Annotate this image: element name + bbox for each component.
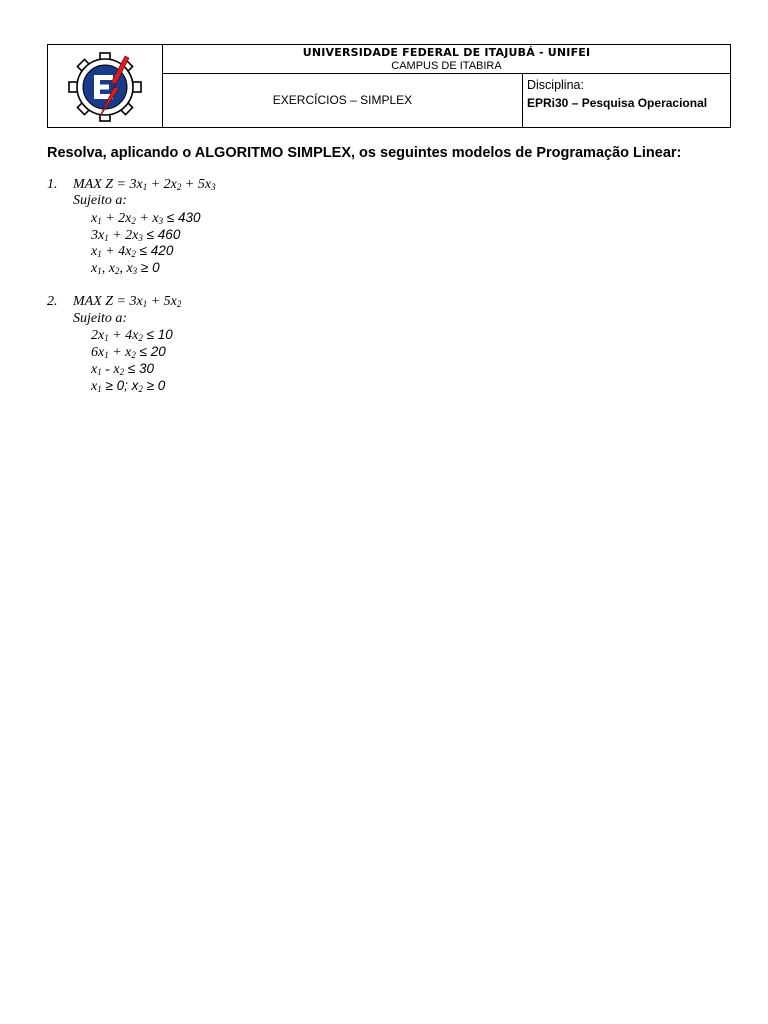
campus-name: CAMPUS DE ITABIRA <box>391 60 502 72</box>
discipline-name: EPRi30 – Pesquisa Operacional <box>527 96 708 110</box>
subject-to-label: Sujeito a: <box>73 193 128 208</box>
objective-function: MAX $Z = 3x_1 + 5x_2$ <box>73 294 182 309</box>
university-row <box>163 45 730 74</box>
constraint-2: $3x_1 + 2x_3 \le 460$ <box>91 227 181 243</box>
document-header <box>47 44 731 128</box>
problem-number: 1. <box>47 177 58 192</box>
constraint-3: $x_1 + 4x_2 \le 420$ <box>91 243 174 259</box>
constraint-2: $6x_1 + x_2 \le 20$ <box>91 344 166 360</box>
nonnegativity-constraint: $x_1 \ge 0$; $x_2 \ge 0$ <box>91 378 166 394</box>
document-title: EXERCÍCIOS – SIMPLEX <box>272 93 413 107</box>
discipline-label: Disciplina: <box>527 78 584 92</box>
constraint-3: $x_1 - x_2 \le 30$ <box>91 361 155 377</box>
discipline-cell <box>523 74 730 127</box>
nonnegativity-constraint: $x_1$, $x_2$, $x_3 \ge 0$ <box>91 260 160 276</box>
university-name: UNIVERSIDADE FEDERAL DE ITAJUBÁ - UNIFEI <box>302 46 591 59</box>
constraint-1: $x_1 + 2x_2 + x_3 \le 430$ <box>91 210 201 226</box>
instruction-text: Resolva, aplicando o ALGORITMO SIMPLEX, os seguintes modelos de Programação Linear: <box>47 145 682 161</box>
logo-cell <box>48 45 163 127</box>
constraint-1: $2x_1 + 4x_2 \le 10$ <box>91 327 173 343</box>
unifei-gear-logo-icon <box>67 52 143 122</box>
subject-to-label: Sujeito a: <box>73 311 128 326</box>
objective-function: MAX $Z = 3x_1 + 2x_2 + 5x_3$ <box>73 177 216 192</box>
title-cell <box>163 74 523 127</box>
problem-number: 2. <box>47 294 58 309</box>
